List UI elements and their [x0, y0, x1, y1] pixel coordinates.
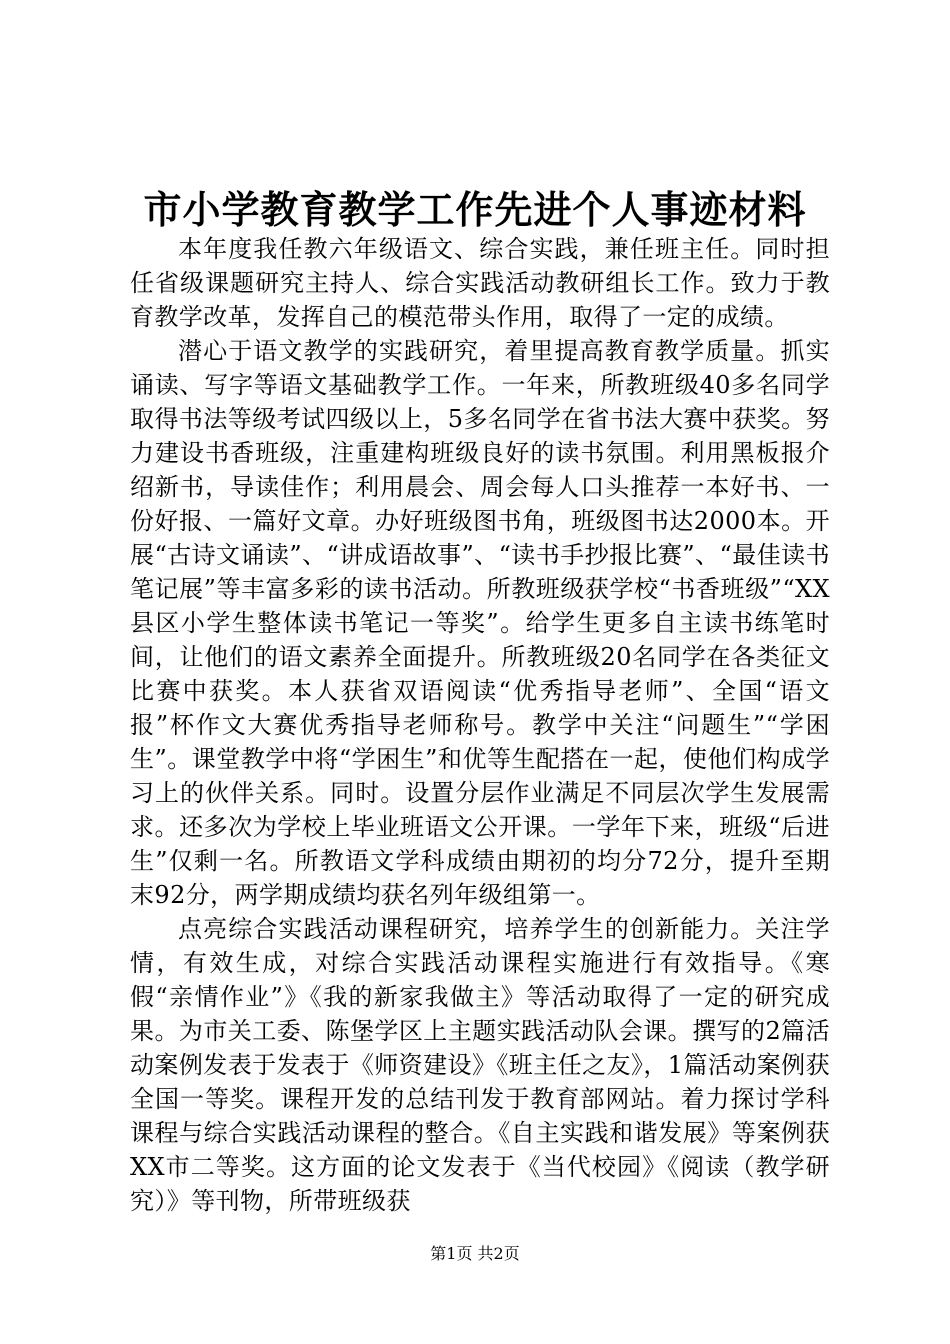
paragraph-practice-activities: 点亮综合实践活动课程研究，培养学生的创新能力。关注学情，有效生成，对综合实践活动课程实施进行有效指导。《寒假“亲情作业”》《我的新家我做主》等活动取得了一定的研究成果。为市关工委、陈堡学区上主题实践活动队会课。撰写的2篇活动案例发表于发表于《师资建设》《班主任之友》，1篇活动案例获全国一等奖。课程开发的总结刊发于教育部网站。着力探讨学科课程与综合实践活动课程的整合。《自主实践和谐发展》等案例获XX市二等奖。这方面的论文发表于《当代校园》《阅读（教学研究）》等刊物，所带班级获	[130, 915, 830, 1215]
page-footer	[0, 1243, 950, 1265]
document-title: 市小学教育教学工作先进个人事迹材料	[143, 187, 807, 232]
page-number-total: 共2页	[477, 1244, 520, 1263]
document-body	[130, 232, 830, 1218]
paragraph-intro: 本年度我任教六年级语文、综合实践，兼任班主任。同时担任省级课题研究主持人、综合实践活动教研组长工作。致力于教育教学改革，发挥自己的模范带头作用，取得了一定的成绩。	[130, 235, 830, 331]
paragraph-chinese-teaching: 潜心于语文教学的实践研究，着里提高教育教学质量。抓实诵读、写字等语文基础教学工作。一年来，所教班级40多名同学取得书法等级考试四级以上，5多名同学在省书法大赛中获奖。努力建设书香班级，注重建构班级良好的读书氛围。利用黑板报介绍新书，导读佳作；利用晨会、周会每人口头推荐一本好书、一份好报、一篇好文章。办好班级图书角，班级图书达2000本。开展“古诗文诵读”、“讲成语故事”、“读书手抄报比赛”、“最佳读书笔记展”等丰富多彩的读书活动。所教班级获学校“书香班级”“XX县区小学生整体读书笔记一等奖”。给学生更多自主读书练笔时间，让他们的语文素养全面提升。所教班级20名同学在各类征文比赛中获奖。本人获省双语阅读“优秀指导老师”、全国“语文报”杯作文大赛优秀指导老师称号。教学中关注“问题生”“学困生”。课堂教学中将“学困生”和优等生配搭在一起，使他们构成学习上的伙伴关系。同时。设置分层作业满足不同层次学生发展需求。还多次为学校上毕业班语文公开课。一学年下来，班级“后进生”仅剩一名。所教语文学科成绩由期初的均分72分，提升至期末92分，两学期成绩均获名列年级组第一。	[130, 337, 830, 909]
page-number-current: 第1页	[430, 1244, 473, 1263]
